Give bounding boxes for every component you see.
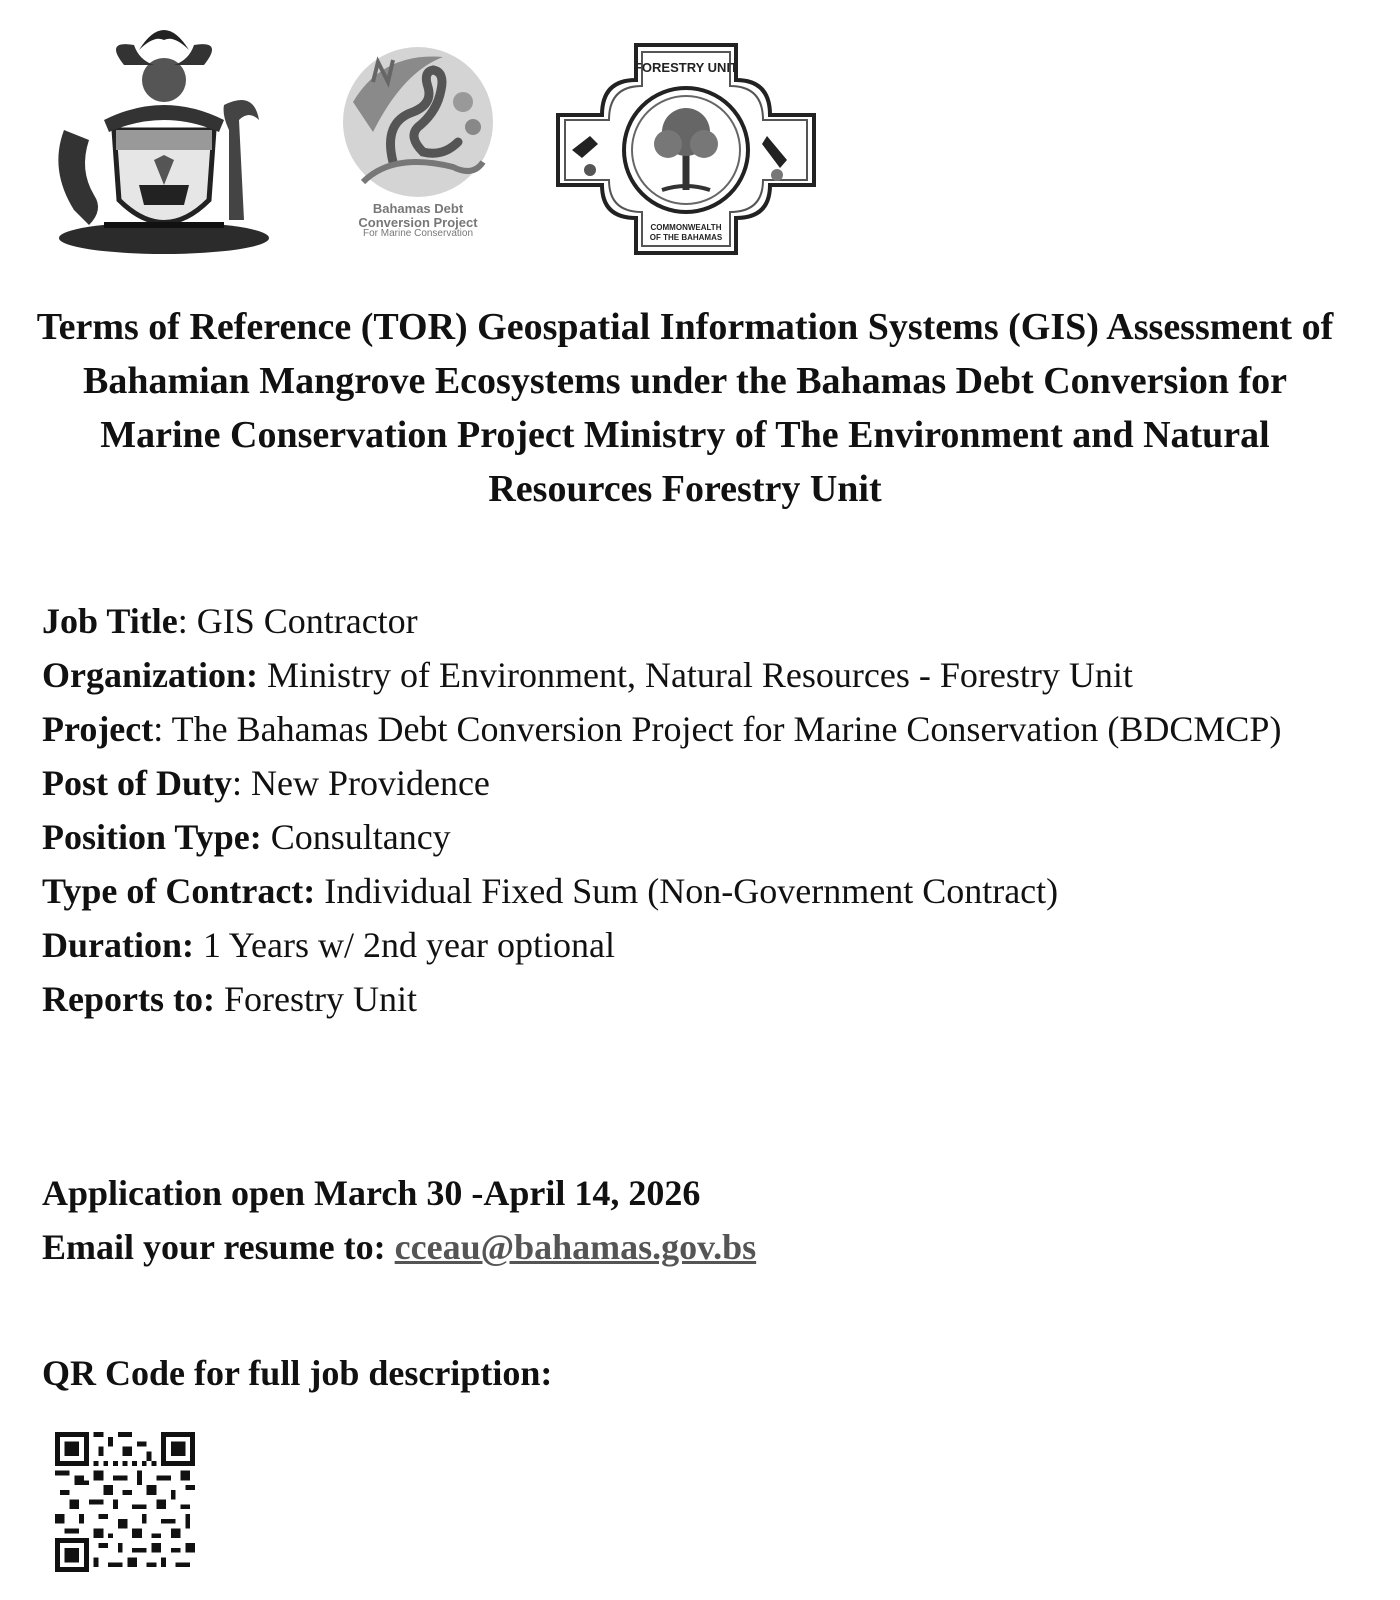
field-label: Post of Duty (42, 763, 232, 803)
field-label: Position Type: (42, 817, 262, 857)
field-value: Consultancy (261, 817, 451, 857)
email-line (42, 1220, 1342, 1274)
field-label: Organization: (42, 655, 258, 695)
field-duration (42, 918, 1342, 972)
field-contract-type (42, 864, 1342, 918)
document-title: Terms of Reference (TOR) Geospatial Information Systems (GIS) Assessment of Bahamian Mangrove Ecosystems under the Bahamas Debt Conversion for Marine Conservation Project Ministry of The Environment and Natural Resources Forestry Unit (36, 306, 1334, 510)
bdcp-caption-line2: Conversion Project (358, 214, 478, 230)
field-value: Forestry Unit (214, 979, 417, 1019)
field-project (42, 702, 1342, 756)
field-value: : The Bahamas Debt Conversion Project for Marine Conservation (BDCMCP) (153, 709, 1282, 749)
field-job-title (42, 594, 1342, 648)
field-value: : New Providence (231, 763, 490, 803)
field-label: Reports to: (42, 979, 215, 1019)
seal-top-text: FORESTRY UNIT (633, 60, 739, 75)
field-reports-to (42, 972, 1342, 1026)
field-label: Duration: (42, 925, 194, 965)
job-details (42, 594, 1342, 1026)
bahamas-coat-of-arms-icon (44, 10, 280, 260)
forestry-unit-seal-icon (552, 40, 820, 258)
seal-bottom-line2: OF THE BAHAMAS (649, 233, 723, 242)
field-value: 1 Years w/ 2nd year optional (194, 925, 615, 965)
field-value: Ministry of Environment, Natural Resources - Forestry Unit (257, 655, 1133, 695)
field-label: Job Title (42, 601, 178, 641)
email-link[interactable]: cceau@bahamas.gov.bs (394, 1227, 757, 1267)
field-organization (42, 648, 1342, 702)
field-label: Type of Contract: (42, 871, 316, 911)
application-info (42, 1166, 1342, 1274)
seal-bottom-line1: COMMONWEALTH (650, 223, 722, 232)
application-dates: Application open March 30 -April 14, 2026 (42, 1173, 701, 1213)
qr-heading: QR Code for full job description: (42, 1353, 553, 1393)
logo-header (0, 0, 1400, 270)
field-position-type (42, 810, 1342, 864)
field-post-of-duty (42, 756, 1342, 810)
field-label: Project (42, 709, 154, 749)
email-label: Email your resume to: (42, 1227, 395, 1267)
field-value: Individual Fixed Sum (Non-Government Contract) (315, 871, 1059, 911)
bdcp-caption-line1: Bahamas Debt (372, 201, 464, 216)
qr-code-icon[interactable] (50, 1432, 200, 1572)
bdcp-caption-line3: For Marine Conservation (362, 228, 474, 240)
field-value: : GIS Contractor (177, 601, 418, 641)
bdcp-caption (333, 202, 503, 240)
